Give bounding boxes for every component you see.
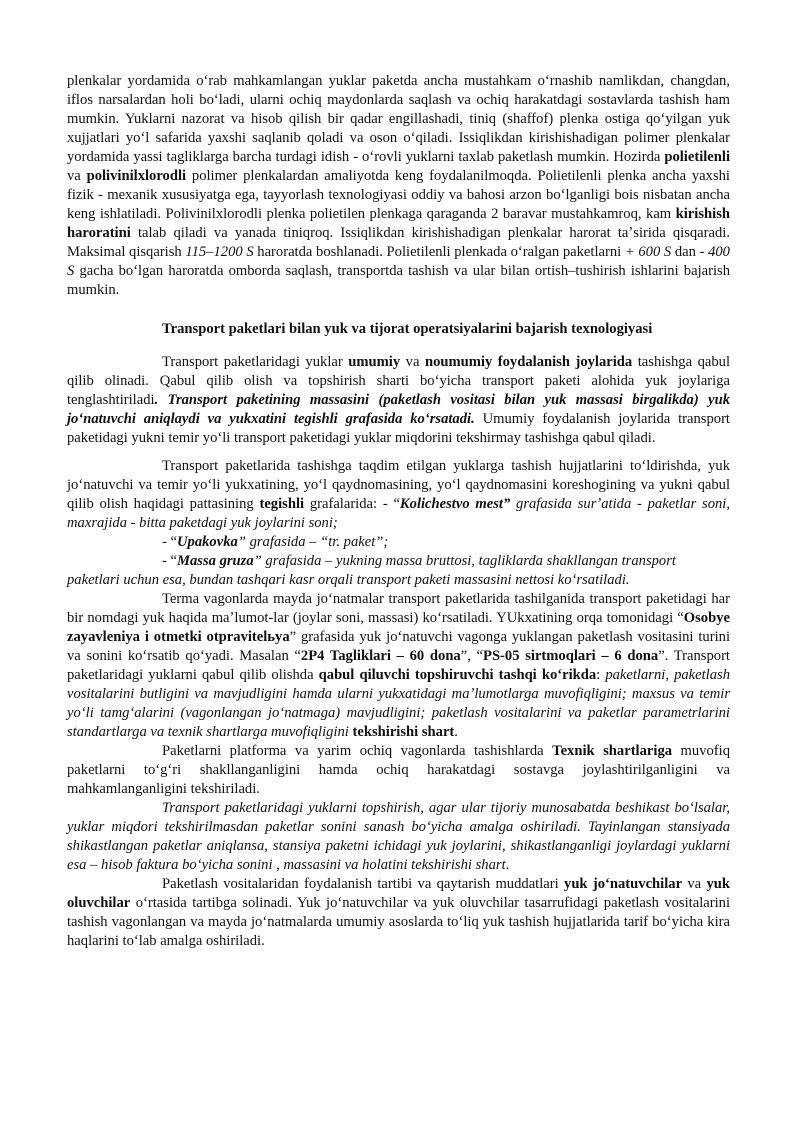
- paragraph-mixed-wagons: [67, 590, 730, 742]
- text-run: tegishli: [259, 496, 305, 512]
- text-run: oʻrtasida tartibga solinadi. Yuk joʻnatuvchilar va yuk oluvchilar tasarrufidagi paketlash vositalarini tashish vagonlangan va mayda joʻnatmalarda umumiy asoslarda toʻliq yuk tashish hujjatlarida tarif boʻyicha kira haqlarini toʻlab amalga oshiriladi.: [67, 895, 730, 949]
- text-run: PS-05 sirtmoqlari – 6 dona: [483, 648, 659, 664]
- list-item-upakovka: [67, 533, 730, 552]
- text-run: Kolichestvo mest”: [399, 496, 511, 512]
- text-run: Transport paketlarida tashishga taqdim etilgan yuklarga tashish hujjatlarini toʻldirishda, yuk joʻnatuvchi va temir yoʻli yukxatining, yoʻl qaydnomasining, yoʻl qaydnomasini koreshogining va yukni qabul qilib olish haqidagi pattasining: [67, 458, 730, 512]
- text-run: dan: [671, 244, 700, 260]
- text-run: Texnik shartlariga: [552, 743, 673, 759]
- text-run: va: [682, 876, 707, 892]
- text-run: qabul qiluvchi topshiruvchi tashqi koʻrikda: [318, 667, 597, 683]
- text-run: Osobye zayavleniya i otmetki otpravitelьya: [67, 610, 730, 645]
- text-run: ” grafasida – yukning massa bruttosi, tagliklarda shakllangan transport: [253, 553, 676, 569]
- text-run: + 600 S: [624, 244, 672, 260]
- text-run: .: [454, 724, 458, 740]
- text-run: yuk joʻnatuvchilar: [564, 876, 683, 892]
- text-run: ”. Transport paketlaridagi yuklarni qabul qilib olishda: [67, 648, 730, 683]
- list-item-massa-gruza-continued: [67, 571, 730, 590]
- text-run: polivinilxlorodli: [86, 168, 187, 184]
- text-run: tekshirishi shart: [352, 724, 455, 740]
- text-run: Transport paketlaridagi yuklarni topshirish, agar ular tijoriy munosabatda beshikast boʻlsalar, yuklar miqdori tekshirilmasdan paketlar sonini sanash boʻyicha amalga oshiriladi. Tayinlangan stansiyada shikastlangan paketlar aniqlansa, stansiya paketni ichidagi yuk joylarini, shikastlanganligi joylardagi yuklarni esa – hisob faktura boʻyicha sonini , massasini va holatini tekshirishi shart: [67, 800, 730, 873]
- text-run: grafasida surʼatida - paketlar soni, maxrajida - bitta paketdagi yuk joylarini soni;: [67, 496, 730, 531]
- text-run: va: [400, 354, 425, 370]
- list-item-massa-gruza: [67, 552, 730, 571]
- text-run: Massa gruza: [177, 553, 254, 569]
- text-run: polietilenli: [664, 149, 730, 165]
- paragraph-plastic-film: [67, 72, 730, 300]
- text-run: kirishish haroratini: [67, 206, 730, 241]
- text-run: ” grafasida – “tr. paket”;: [237, 534, 389, 550]
- text-run: haroratda boshlanadi. Polietilenli plenkada oʻralgan paketlarni: [253, 244, 625, 260]
- text-run: Paketlarni platforma va yarim ochiq vagonlarda tashishlarda: [162, 743, 553, 759]
- paragraph-documents: [67, 457, 730, 533]
- text-run: umumiy: [348, 354, 401, 370]
- text-run: tashishga qabul qilib olinadi. Qabul qilib olish va topshirish sharti boʻyicha transport paketi alohida yuk joylariga tenglashtiriladi: [67, 354, 730, 408]
- paragraph-packaging-return: [67, 875, 730, 951]
- text-run: :: [596, 667, 606, 683]
- text-run: - “: [162, 534, 177, 550]
- text-run: noumumiy foydalanish joylarida: [424, 354, 633, 370]
- text-run: . Transport paketining massasini (paketlash vositasi bilan yuk massasi birgalikda) yuk joʻnatuvchi aniqlaydi va yukxatini tegishli grafasida koʻrsatadi.: [67, 392, 730, 427]
- paragraph-platform-wagons: [67, 742, 730, 799]
- text-run: Terma vagonlarda mayda joʻnatmalar transport paketlarida tashilganida transport paketidagi har bir nomdagi yuk haqida maʼlumot-lar (joylar soni, massasi) koʻrsatiladi. YUkxatining orqa tomonidagi “: [67, 591, 730, 626]
- text-run: polimer plenkalardan amaliyotda keng foydalanilmoqda. Polietilenli plenka ancha yaxshi fizik - mexanik xususiyatga ega, tayyorlash texnologiyasi oddiy va bahosi arzon boʻlganligi bois nisbatan ancha keng ishlatiladi. Polivinilxlorodli plenka polietilen plenkaga qaraganda 2 baravar mustahkamroq, kam: [67, 168, 730, 222]
- section-heading: Transport paketlari bilan yuk va tijorat operatsiyalarini bajarish texnologiyasi: [162, 321, 653, 337]
- text-run: va: [67, 168, 87, 184]
- text-run: talab qiladi va yanada tiniqroq. Issiqlikdan kirishishadigan plenkalar harorat taʼsirida qisqaradi. Maksimal qisqarish: [67, 225, 730, 260]
- paragraph-delivery: [67, 799, 730, 875]
- text-run: 2P4 Tagliklari – 60 dona: [300, 648, 461, 664]
- text-run: - “: [162, 553, 177, 569]
- text-run: paketlarni, paketlash vositalarini butligini va mavjudligini hamda ularni yukxatidagi maʼlumotlarga muvofiqligini; maxsus va temir yoʻli tamgʻalarini (vagonlangan joʻnatmaga) mavjudligini; paketlash vositalarini va paketlar parametrlarini standartlarga va texnik shartlarga muvofiqligini: [67, 667, 730, 740]
- text-run: grafalarida: - “: [304, 496, 400, 512]
- text-run: ” grafasida yuk joʻnatuvchi vagonga yuklangan paketlash vositasini turini va sonini koʻrsatib qoʻyadi. Masalan “: [67, 629, 730, 664]
- text-run: Paketlash vositalaridan foydalanish tartibi va qaytarish muddatlari: [162, 876, 565, 892]
- text-run: paketlari uchun esa, bundan tashqari kasr orqali transport paketi massasini nettosi koʻrsatiladi.: [67, 572, 630, 588]
- paragraph-acceptance: [67, 353, 730, 448]
- text-run: plenkalar yordamida oʻrab mahkamlangan yuklar paketda ancha mustahkam oʻrnashib namlikdan, changdan, iflos narsalardan holi boʻladi, ularni ochiq maydonlarda saqlash va ochiq harakatdagi sostavlarda tashish ham mumkin. Yuklarni nazorat va hisob qilish bir qadar engillashadi, tiniq (shaffof) plenka ostiga qoʻyilgan yuk xujjatlari yoʻl safarida yaxshi saqlanib qoladi va oson oʻqiladi. Issiqlikdan kirishishadigan polimer plenkalar yordamida yassi tagliklarga barcha turdagi idish - oʻrovli yuklarni taxlab paketlash mumkin. Hozirda: [67, 73, 730, 165]
- text-run: Umumiy foydalanish joylarida transport paketidagi yukni temir yoʻli transport paketidagi yuklar miqdorini tekshirmay tashishga qabul qiladi.: [67, 411, 730, 446]
- text-run: Upakovka: [177, 534, 238, 550]
- text-run: 115–1200 S: [185, 244, 254, 260]
- text-run: Transport paketlaridagi yuklar: [162, 354, 349, 370]
- text-run: gacha boʻlgan haroratda omborda saqlash, transportda tashish va ular bilan ortish–tushirish ishlarini bajarish mumkin.: [67, 263, 730, 298]
- text-run: ”, “: [460, 648, 484, 664]
- text-run: .: [505, 857, 510, 873]
- text-run: muvofiq paketlarni toʻgʻri shakllanganligini hamda ochiq harakatdagi sostavga joylashtirilganligini va mahkamlanganligini tekshiriladi.: [67, 743, 730, 797]
- text-run: - 400 S: [67, 244, 730, 279]
- text-run: yuk oluvchilar: [67, 876, 731, 911]
